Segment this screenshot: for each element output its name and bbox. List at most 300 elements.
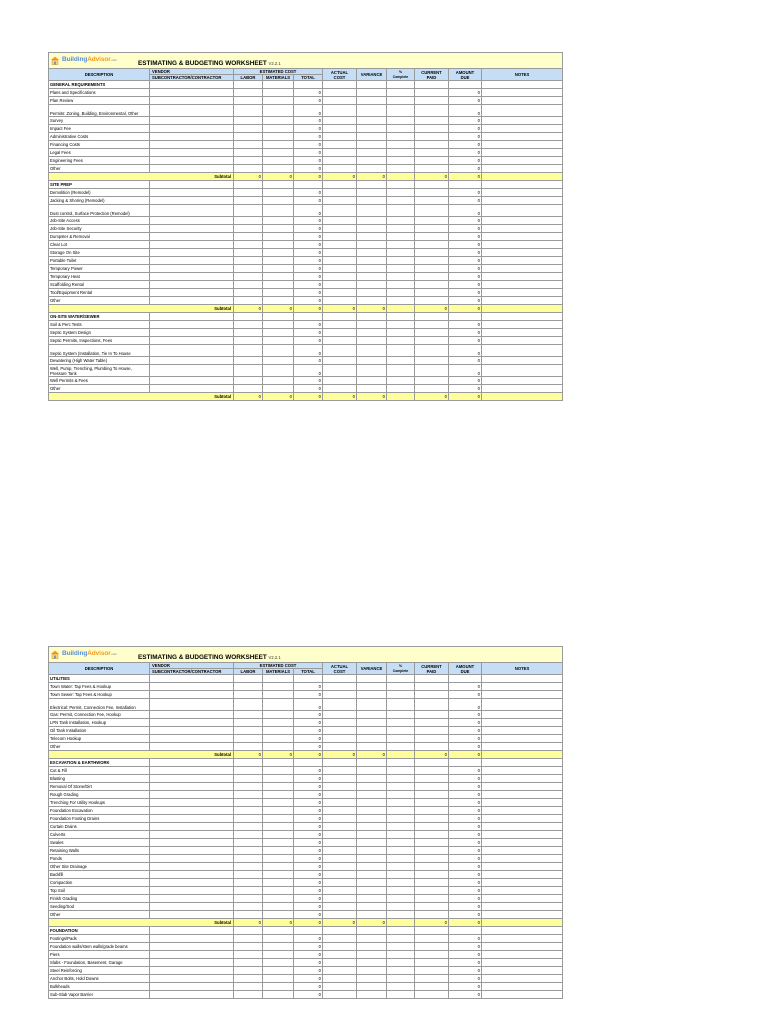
notes-cell[interactable] [482, 943, 563, 951]
materials-cell[interactable] [263, 911, 294, 919]
percent-complete-cell[interactable] [387, 807, 415, 815]
actual-cost-cell[interactable] [323, 205, 357, 217]
vendor-cell[interactable] [150, 831, 234, 839]
actual-cost-cell[interactable] [323, 257, 357, 265]
percent-complete-cell[interactable] [387, 959, 415, 967]
notes-cell[interactable] [482, 831, 563, 839]
materials-cell[interactable] [263, 105, 294, 117]
percent-complete-cell[interactable] [387, 791, 415, 799]
current-paid-cell[interactable] [415, 273, 449, 281]
vendor-cell[interactable] [150, 847, 234, 855]
current-paid-cell[interactable] [415, 967, 449, 975]
vendor-cell[interactable] [150, 345, 234, 357]
notes-cell[interactable] [482, 895, 563, 903]
current-paid-cell[interactable] [415, 105, 449, 117]
vendor-cell[interactable] [150, 887, 234, 895]
notes-cell[interactable] [482, 225, 563, 233]
labor-cell[interactable] [234, 141, 263, 149]
notes-cell[interactable] [482, 105, 563, 117]
current-paid-cell[interactable] [415, 329, 449, 337]
notes-cell[interactable] [482, 345, 563, 357]
materials-cell[interactable] [263, 233, 294, 241]
current-paid-cell[interactable] [415, 117, 449, 125]
actual-cost-cell[interactable] [323, 125, 357, 133]
vendor-cell[interactable] [150, 265, 234, 273]
notes-cell[interactable] [482, 273, 563, 281]
current-paid-cell[interactable] [415, 149, 449, 157]
actual-cost-cell[interactable] [323, 903, 357, 911]
labor-cell[interactable] [234, 991, 263, 999]
materials-cell[interactable] [263, 719, 294, 727]
notes-cell[interactable] [482, 839, 563, 847]
labor-cell[interactable] [234, 281, 263, 289]
current-paid-cell[interactable] [415, 895, 449, 903]
actual-cost-cell[interactable] [323, 855, 357, 863]
current-paid-cell[interactable] [415, 249, 449, 257]
vendor-cell[interactable] [150, 257, 234, 265]
vendor-cell[interactable] [150, 377, 234, 385]
notes-cell[interactable] [482, 743, 563, 751]
actual-cost-cell[interactable] [323, 289, 357, 297]
materials-cell[interactable] [263, 727, 294, 735]
percent-complete-cell[interactable] [387, 197, 415, 205]
percent-complete-cell[interactable] [387, 975, 415, 983]
vendor-cell[interactable] [150, 951, 234, 959]
vendor-cell[interactable] [150, 297, 234, 305]
labor-cell[interactable] [234, 863, 263, 871]
materials-cell[interactable] [263, 297, 294, 305]
current-paid-cell[interactable] [415, 241, 449, 249]
actual-cost-cell[interactable] [323, 189, 357, 197]
materials-cell[interactable] [263, 699, 294, 711]
percent-complete-cell[interactable] [387, 967, 415, 975]
labor-cell[interactable] [234, 165, 263, 173]
current-paid-cell[interactable] [415, 321, 449, 329]
actual-cost-cell[interactable] [323, 249, 357, 257]
notes-cell[interactable] [482, 125, 563, 133]
vendor-cell[interactable] [150, 855, 234, 863]
labor-cell[interactable] [234, 197, 263, 205]
percent-complete-cell[interactable] [387, 337, 415, 345]
vendor-cell[interactable] [150, 823, 234, 831]
percent-complete-cell[interactable] [387, 125, 415, 133]
vendor-cell[interactable] [150, 783, 234, 791]
labor-cell[interactable] [234, 289, 263, 297]
notes-cell[interactable] [482, 141, 563, 149]
actual-cost-cell[interactable] [323, 975, 357, 983]
notes-cell[interactable] [482, 189, 563, 197]
vendor-cell[interactable] [150, 975, 234, 983]
labor-cell[interactable] [234, 97, 263, 105]
notes-cell[interactable] [482, 903, 563, 911]
labor-cell[interactable] [234, 217, 263, 225]
notes-cell[interactable] [482, 871, 563, 879]
current-paid-cell[interactable] [415, 975, 449, 983]
current-paid-cell[interactable] [415, 823, 449, 831]
current-paid-cell[interactable] [415, 197, 449, 205]
labor-cell[interactable] [234, 855, 263, 863]
percent-complete-cell[interactable] [387, 105, 415, 117]
labor-cell[interactable] [234, 329, 263, 337]
labor-cell[interactable] [234, 887, 263, 895]
current-paid-cell[interactable] [415, 839, 449, 847]
notes-cell[interactable] [482, 699, 563, 711]
materials-cell[interactable] [263, 385, 294, 393]
percent-complete-cell[interactable] [387, 157, 415, 165]
current-paid-cell[interactable] [415, 345, 449, 357]
materials-cell[interactable] [263, 281, 294, 289]
notes-cell[interactable] [482, 157, 563, 165]
percent-complete-cell[interactable] [387, 273, 415, 281]
percent-complete-cell[interactable] [387, 831, 415, 839]
labor-cell[interactable] [234, 823, 263, 831]
actual-cost-cell[interactable] [323, 357, 357, 365]
current-paid-cell[interactable] [415, 719, 449, 727]
notes-cell[interactable] [482, 89, 563, 97]
labor-cell[interactable] [234, 935, 263, 943]
actual-cost-cell[interactable] [323, 799, 357, 807]
materials-cell[interactable] [263, 165, 294, 173]
actual-cost-cell[interactable] [323, 265, 357, 273]
labor-cell[interactable] [234, 895, 263, 903]
materials-cell[interactable] [263, 683, 294, 691]
percent-complete-cell[interactable] [387, 711, 415, 719]
labor-cell[interactable] [234, 699, 263, 711]
notes-cell[interactable] [482, 337, 563, 345]
percent-complete-cell[interactable] [387, 727, 415, 735]
actual-cost-cell[interactable] [323, 377, 357, 385]
materials-cell[interactable] [263, 983, 294, 991]
actual-cost-cell[interactable] [323, 321, 357, 329]
vendor-cell[interactable] [150, 983, 234, 991]
percent-complete-cell[interactable] [387, 683, 415, 691]
vendor-cell[interactable] [150, 105, 234, 117]
labor-cell[interactable] [234, 233, 263, 241]
current-paid-cell[interactable] [415, 935, 449, 943]
labor-cell[interactable] [234, 117, 263, 125]
vendor-cell[interactable] [150, 775, 234, 783]
labor-cell[interactable] [234, 943, 263, 951]
percent-complete-cell[interactable] [387, 189, 415, 197]
vendor-cell[interactable] [150, 189, 234, 197]
percent-complete-cell[interactable] [387, 855, 415, 863]
percent-complete-cell[interactable] [387, 895, 415, 903]
labor-cell[interactable] [234, 735, 263, 743]
actual-cost-cell[interactable] [323, 273, 357, 281]
vendor-cell[interactable] [150, 743, 234, 751]
percent-complete-cell[interactable] [387, 377, 415, 385]
labor-cell[interactable] [234, 783, 263, 791]
notes-cell[interactable] [482, 357, 563, 365]
vendor-cell[interactable] [150, 205, 234, 217]
vendor-cell[interactable] [150, 217, 234, 225]
notes-cell[interactable] [482, 711, 563, 719]
vendor-cell[interactable] [150, 991, 234, 999]
percent-complete-cell[interactable] [387, 241, 415, 249]
current-paid-cell[interactable] [415, 951, 449, 959]
current-paid-cell[interactable] [415, 887, 449, 895]
current-paid-cell[interactable] [415, 711, 449, 719]
current-paid-cell[interactable] [415, 297, 449, 305]
vendor-cell[interactable] [150, 815, 234, 823]
actual-cost-cell[interactable] [323, 767, 357, 775]
labor-cell[interactable] [234, 241, 263, 249]
vendor-cell[interactable] [150, 225, 234, 233]
labor-cell[interactable] [234, 799, 263, 807]
vendor-cell[interactable] [150, 903, 234, 911]
materials-cell[interactable] [263, 157, 294, 165]
labor-cell[interactable] [234, 149, 263, 157]
notes-cell[interactable] [482, 951, 563, 959]
vendor-cell[interactable] [150, 365, 234, 377]
current-paid-cell[interactable] [415, 991, 449, 999]
actual-cost-cell[interactable] [323, 783, 357, 791]
materials-cell[interactable] [263, 377, 294, 385]
vendor-cell[interactable] [150, 719, 234, 727]
current-paid-cell[interactable] [415, 943, 449, 951]
actual-cost-cell[interactable] [323, 847, 357, 855]
current-paid-cell[interactable] [415, 735, 449, 743]
labor-cell[interactable] [234, 249, 263, 257]
notes-cell[interactable] [482, 967, 563, 975]
percent-complete-cell[interactable] [387, 149, 415, 157]
materials-cell[interactable] [263, 775, 294, 783]
notes-cell[interactable] [482, 783, 563, 791]
labor-cell[interactable] [234, 337, 263, 345]
vendor-cell[interactable] [150, 839, 234, 847]
percent-complete-cell[interactable] [387, 879, 415, 887]
materials-cell[interactable] [263, 691, 294, 699]
labor-cell[interactable] [234, 871, 263, 879]
notes-cell[interactable] [482, 329, 563, 337]
current-paid-cell[interactable] [415, 815, 449, 823]
labor-cell[interactable] [234, 345, 263, 357]
materials-cell[interactable] [263, 967, 294, 975]
materials-cell[interactable] [263, 711, 294, 719]
vendor-cell[interactable] [150, 97, 234, 105]
materials-cell[interactable] [263, 887, 294, 895]
percent-complete-cell[interactable] [387, 225, 415, 233]
actual-cost-cell[interactable] [323, 197, 357, 205]
percent-complete-cell[interactable] [387, 767, 415, 775]
actual-cost-cell[interactable] [323, 871, 357, 879]
current-paid-cell[interactable] [415, 337, 449, 345]
notes-cell[interactable] [482, 727, 563, 735]
materials-cell[interactable] [263, 743, 294, 751]
percent-complete-cell[interactable] [387, 97, 415, 105]
actual-cost-cell[interactable] [323, 727, 357, 735]
notes-cell[interactable] [482, 691, 563, 699]
materials-cell[interactable] [263, 951, 294, 959]
actual-cost-cell[interactable] [323, 385, 357, 393]
actual-cost-cell[interactable] [323, 967, 357, 975]
current-paid-cell[interactable] [415, 727, 449, 735]
notes-cell[interactable] [482, 321, 563, 329]
actual-cost-cell[interactable] [323, 831, 357, 839]
notes-cell[interactable] [482, 863, 563, 871]
materials-cell[interactable] [263, 975, 294, 983]
current-paid-cell[interactable] [415, 265, 449, 273]
materials-cell[interactable] [263, 935, 294, 943]
actual-cost-cell[interactable] [323, 97, 357, 105]
materials-cell[interactable] [263, 149, 294, 157]
vendor-cell[interactable] [150, 727, 234, 735]
materials-cell[interactable] [263, 943, 294, 951]
actual-cost-cell[interactable] [323, 329, 357, 337]
materials-cell[interactable] [263, 831, 294, 839]
current-paid-cell[interactable] [415, 783, 449, 791]
percent-complete-cell[interactable] [387, 257, 415, 265]
actual-cost-cell[interactable] [323, 887, 357, 895]
percent-complete-cell[interactable] [387, 823, 415, 831]
vendor-cell[interactable] [150, 149, 234, 157]
actual-cost-cell[interactable] [323, 775, 357, 783]
materials-cell[interactable] [263, 89, 294, 97]
actual-cost-cell[interactable] [323, 345, 357, 357]
percent-complete-cell[interactable] [387, 233, 415, 241]
actual-cost-cell[interactable] [323, 117, 357, 125]
notes-cell[interactable] [482, 365, 563, 377]
percent-complete-cell[interactable] [387, 783, 415, 791]
materials-cell[interactable] [263, 767, 294, 775]
percent-complete-cell[interactable] [387, 991, 415, 999]
actual-cost-cell[interactable] [323, 911, 357, 919]
materials-cell[interactable] [263, 329, 294, 337]
materials-cell[interactable] [263, 249, 294, 257]
vendor-cell[interactable] [150, 241, 234, 249]
actual-cost-cell[interactable] [323, 105, 357, 117]
percent-complete-cell[interactable] [387, 365, 415, 377]
vendor-cell[interactable] [150, 337, 234, 345]
materials-cell[interactable] [263, 903, 294, 911]
materials-cell[interactable] [263, 895, 294, 903]
actual-cost-cell[interactable] [323, 149, 357, 157]
materials-cell[interactable] [263, 871, 294, 879]
notes-cell[interactable] [482, 855, 563, 863]
current-paid-cell[interactable] [415, 879, 449, 887]
labor-cell[interactable] [234, 365, 263, 377]
vendor-cell[interactable] [150, 321, 234, 329]
vendor-cell[interactable] [150, 233, 234, 241]
labor-cell[interactable] [234, 205, 263, 217]
actual-cost-cell[interactable] [323, 225, 357, 233]
labor-cell[interactable] [234, 967, 263, 975]
percent-complete-cell[interactable] [387, 249, 415, 257]
current-paid-cell[interactable] [415, 257, 449, 265]
labor-cell[interactable] [234, 321, 263, 329]
actual-cost-cell[interactable] [323, 839, 357, 847]
materials-cell[interactable] [263, 189, 294, 197]
actual-cost-cell[interactable] [323, 879, 357, 887]
vendor-cell[interactable] [150, 141, 234, 149]
notes-cell[interactable] [482, 983, 563, 991]
vendor-cell[interactable] [150, 165, 234, 173]
percent-complete-cell[interactable] [387, 89, 415, 97]
percent-complete-cell[interactable] [387, 903, 415, 911]
notes-cell[interactable] [482, 289, 563, 297]
labor-cell[interactable] [234, 911, 263, 919]
labor-cell[interactable] [234, 297, 263, 305]
current-paid-cell[interactable] [415, 133, 449, 141]
percent-complete-cell[interactable] [387, 141, 415, 149]
notes-cell[interactable] [482, 959, 563, 967]
actual-cost-cell[interactable] [323, 711, 357, 719]
notes-cell[interactable] [482, 975, 563, 983]
percent-complete-cell[interactable] [387, 117, 415, 125]
notes-cell[interactable] [482, 241, 563, 249]
current-paid-cell[interactable] [415, 791, 449, 799]
materials-cell[interactable] [263, 791, 294, 799]
notes-cell[interactable] [482, 265, 563, 273]
vendor-cell[interactable] [150, 799, 234, 807]
materials-cell[interactable] [263, 217, 294, 225]
materials-cell[interactable] [263, 197, 294, 205]
actual-cost-cell[interactable] [323, 133, 357, 141]
labor-cell[interactable] [234, 951, 263, 959]
labor-cell[interactable] [234, 89, 263, 97]
current-paid-cell[interactable] [415, 225, 449, 233]
labor-cell[interactable] [234, 719, 263, 727]
labor-cell[interactable] [234, 831, 263, 839]
actual-cost-cell[interactable] [323, 991, 357, 999]
current-paid-cell[interactable] [415, 903, 449, 911]
notes-cell[interactable] [482, 735, 563, 743]
materials-cell[interactable] [263, 337, 294, 345]
current-paid-cell[interactable] [415, 97, 449, 105]
notes-cell[interactable] [482, 385, 563, 393]
vendor-cell[interactable] [150, 807, 234, 815]
labor-cell[interactable] [234, 791, 263, 799]
current-paid-cell[interactable] [415, 767, 449, 775]
materials-cell[interactable] [263, 847, 294, 855]
actual-cost-cell[interactable] [323, 691, 357, 699]
materials-cell[interactable] [263, 959, 294, 967]
materials-cell[interactable] [263, 799, 294, 807]
percent-complete-cell[interactable] [387, 357, 415, 365]
labor-cell[interactable] [234, 807, 263, 815]
actual-cost-cell[interactable] [323, 863, 357, 871]
current-paid-cell[interactable] [415, 847, 449, 855]
materials-cell[interactable] [263, 273, 294, 281]
actual-cost-cell[interactable] [323, 735, 357, 743]
percent-complete-cell[interactable] [387, 983, 415, 991]
current-paid-cell[interactable] [415, 233, 449, 241]
labor-cell[interactable] [234, 847, 263, 855]
notes-cell[interactable] [482, 791, 563, 799]
percent-complete-cell[interactable] [387, 385, 415, 393]
actual-cost-cell[interactable] [323, 141, 357, 149]
materials-cell[interactable] [263, 365, 294, 377]
materials-cell[interactable] [263, 783, 294, 791]
notes-cell[interactable] [482, 807, 563, 815]
current-paid-cell[interactable] [415, 683, 449, 691]
vendor-cell[interactable] [150, 125, 234, 133]
actual-cost-cell[interactable] [323, 89, 357, 97]
percent-complete-cell[interactable] [387, 735, 415, 743]
current-paid-cell[interactable] [415, 365, 449, 377]
percent-complete-cell[interactable] [387, 719, 415, 727]
current-paid-cell[interactable] [415, 983, 449, 991]
percent-complete-cell[interactable] [387, 217, 415, 225]
materials-cell[interactable] [263, 125, 294, 133]
percent-complete-cell[interactable] [387, 133, 415, 141]
current-paid-cell[interactable] [415, 775, 449, 783]
materials-cell[interactable] [263, 735, 294, 743]
materials-cell[interactable] [263, 225, 294, 233]
notes-cell[interactable] [482, 133, 563, 141]
notes-cell[interactable] [482, 165, 563, 173]
vendor-cell[interactable] [150, 863, 234, 871]
